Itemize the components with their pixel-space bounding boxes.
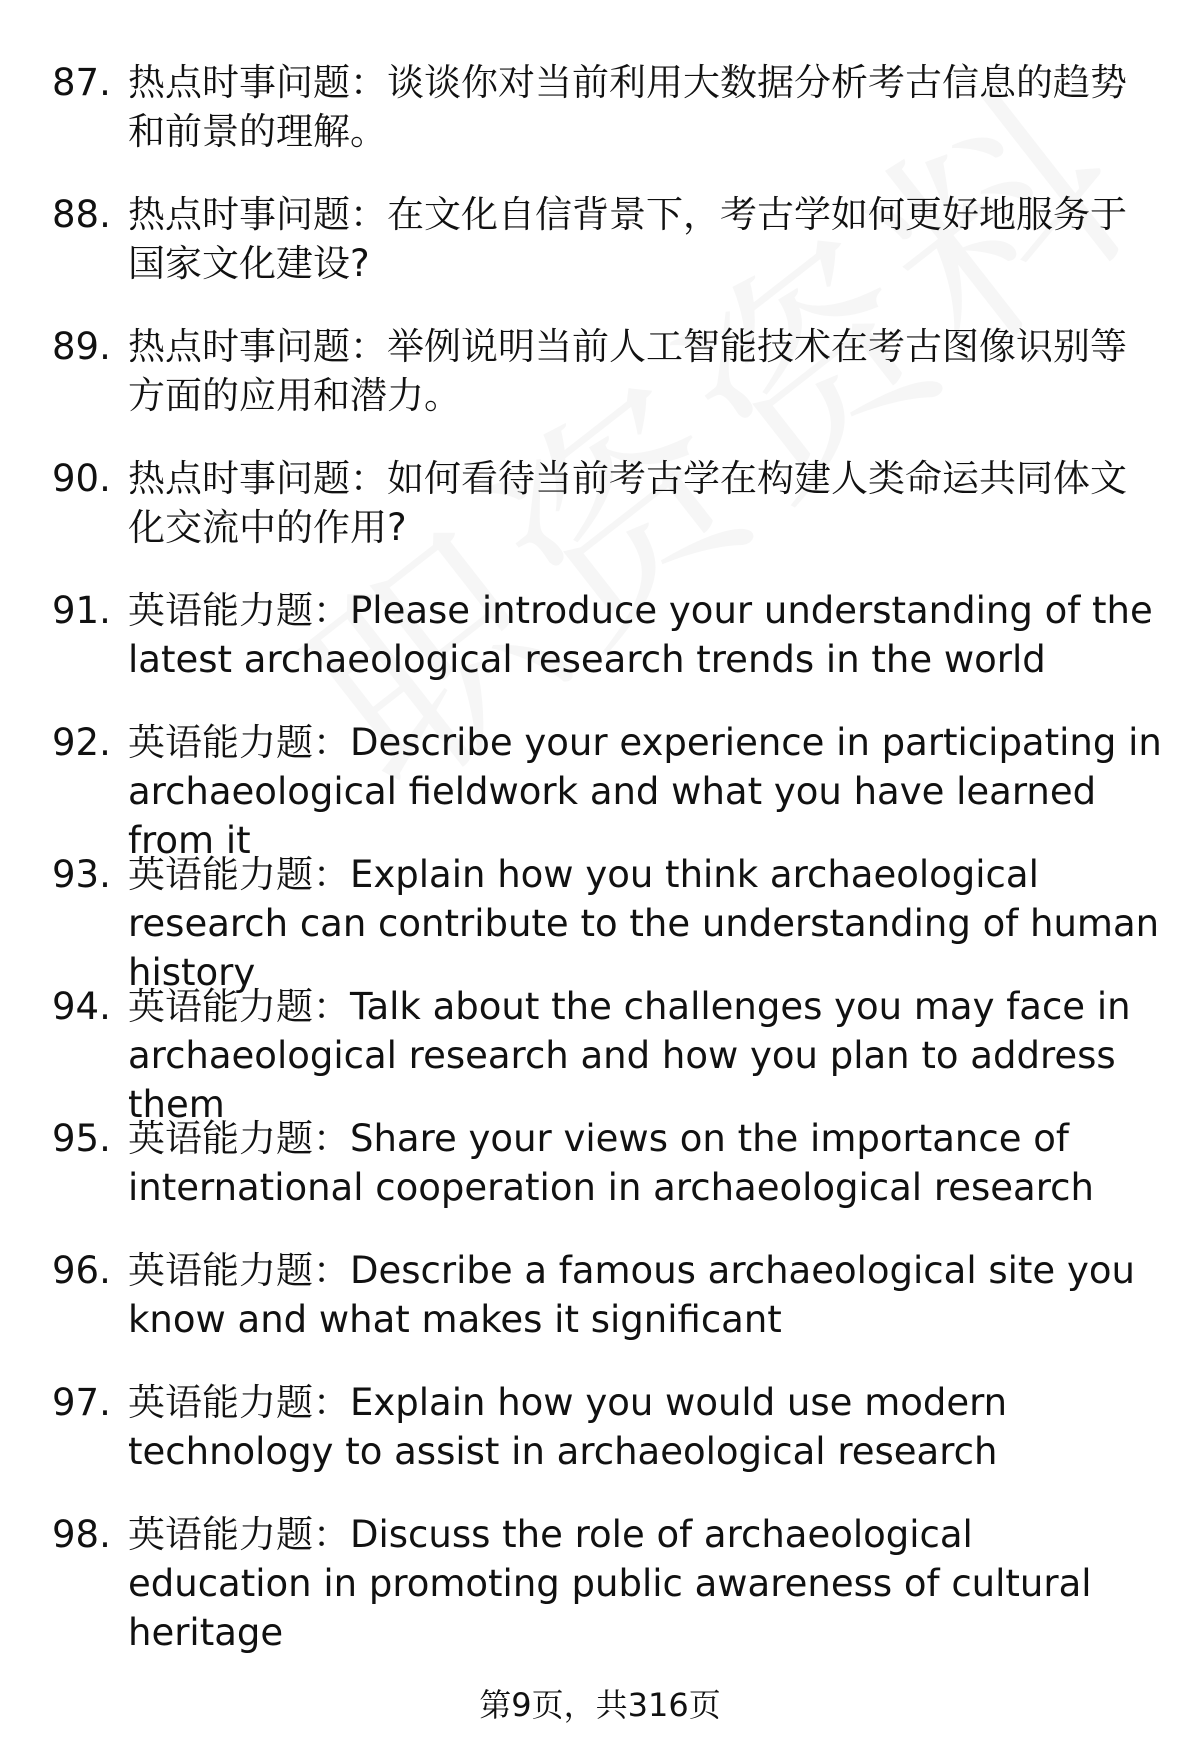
item-number: 93. <box>52 853 111 896</box>
item-number: 97. <box>52 1381 111 1424</box>
list-item <box>52 190 1162 322</box>
item-number: 91. <box>52 589 111 632</box>
item-number: 96. <box>52 1249 111 1292</box>
list-item <box>52 322 1162 454</box>
item-text: 英语能力题：Explain how you think archaeological research can contribute to the understanding of human history <box>128 853 1160 994</box>
item-number: 87. <box>52 61 111 104</box>
item-text: 英语能力题：Explain how you would use modern technology to assist in archaeological research <box>128 1381 1008 1473</box>
item-text: 热点时事问题：如何看待当前考古学在构建人类命运共同体文化交流中的作用? <box>128 457 1127 549</box>
list-item <box>52 1114 1162 1246</box>
item-number: 94. <box>52 985 111 1028</box>
item-number: 90. <box>52 457 111 500</box>
item-text: 英语能力题：Talk about the challenges you may face in archaeological research and how you plan to address them <box>128 985 1131 1126</box>
item-number: 89. <box>52 325 111 368</box>
item-number: 95. <box>52 1117 111 1160</box>
list-item <box>52 586 1162 718</box>
item-number: 92. <box>52 721 111 764</box>
item-number: 98. <box>52 1513 111 1556</box>
item-text: 英语能力题：Share your views on the importance of international cooperation in archaeological research <box>128 1117 1094 1209</box>
item-text: 热点时事问题：在文化自信背景下，考古学如何更好地服务于国家文化建设? <box>128 193 1127 285</box>
list-item <box>52 58 1162 190</box>
list-item <box>52 718 1162 862</box>
item-text: 热点时事问题：谈谈你对当前利用大数据分析考古信息的趋势和前景的理解。 <box>128 61 1127 153</box>
list-item <box>52 454 1162 586</box>
list-item <box>52 982 1162 1126</box>
item-text: 热点时事问题：举例说明当前人工智能技术在考古图像识别等方面的应用和潜力。 <box>128 325 1127 417</box>
item-text: 英语能力题：Describe your experience in participating in archaeological fieldwork and what you have learned from it <box>128 721 1162 862</box>
item-text: 英语能力题：Please introduce your understanding of the latest archaeological research trends in the world <box>128 589 1153 681</box>
list-item <box>52 1378 1162 1510</box>
list-item <box>52 1246 1162 1378</box>
item-text: 英语能力题：Discuss the role of archaeological education in promoting public awareness of cultural heritage <box>128 1513 1092 1654</box>
list-item <box>52 1510 1162 1654</box>
item-text: 英语能力题：Describe a famous archaeological site you know and what makes it significant <box>128 1249 1135 1341</box>
question-list <box>52 58 1162 1654</box>
item-number: 88. <box>52 193 111 236</box>
page-number-footer: 第9页，共316页 <box>479 1686 721 1724</box>
list-item <box>52 850 1162 994</box>
